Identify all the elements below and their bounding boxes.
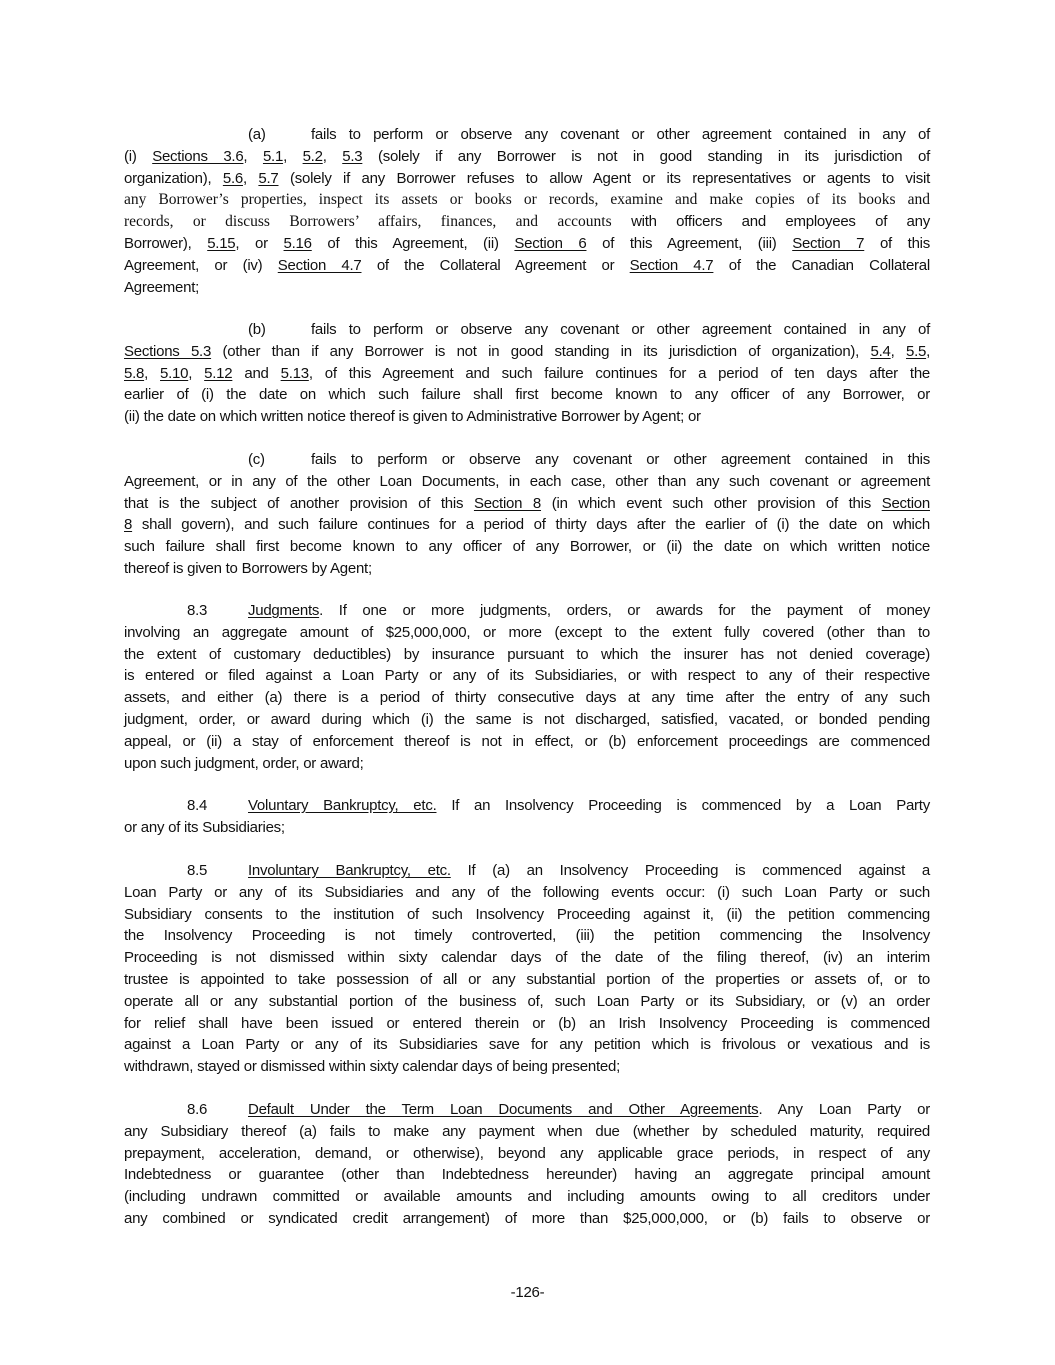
text-line bbox=[124, 969, 930, 991]
section-number: 8.6 bbox=[187, 1101, 208, 1118]
text-line bbox=[124, 363, 930, 385]
text-segment: , bbox=[283, 147, 303, 165]
first-line-body bbox=[311, 124, 930, 146]
text-segment: of the Collateral Agreement or bbox=[361, 256, 630, 274]
first-line-body bbox=[248, 860, 930, 882]
text-line bbox=[124, 817, 930, 839]
text-segment: (ii) the date on which written notice thereof is given to Administrative Borrower by Agent; or bbox=[124, 408, 701, 426]
section-8-3 bbox=[124, 600, 930, 774]
section-8-6 bbox=[124, 1099, 930, 1230]
text-segment: If (a) an Insolvency Proceeding is commenced against a bbox=[450, 862, 930, 879]
text-segment: involving an aggregate amount of $25,000,000, or more (except to the extent fully covered (other than to bbox=[124, 623, 930, 641]
text-segment: Indebtedness or guarantee (other than Indebtedness hereunder) having an aggregate principal amount bbox=[124, 1166, 930, 1184]
text-segment: Borrower), bbox=[124, 234, 208, 252]
text-segment: judgment, order, or award during which (i) the same is not discharged, satisfied, vacated, or bonded pending bbox=[124, 710, 930, 728]
text-line bbox=[124, 709, 930, 731]
first-line-body bbox=[248, 600, 930, 622]
text-line bbox=[124, 925, 930, 947]
first-line-body bbox=[248, 1099, 930, 1121]
text-segment: or any of its Subsidiaries; bbox=[124, 818, 285, 836]
first-line-body bbox=[248, 795, 930, 817]
text-line bbox=[124, 795, 930, 817]
text-line bbox=[124, 277, 930, 299]
text-segment: appeal, or (ii) a stay of enforcement thereof is not in effect, or (b) enforcement proceedings are commenced bbox=[124, 732, 930, 750]
text-segment: , bbox=[243, 147, 263, 165]
cross-reference: Sections 3.6 bbox=[152, 147, 244, 165]
text-segment: , or bbox=[235, 234, 284, 252]
cross-reference: Section bbox=[881, 494, 930, 512]
text-line bbox=[124, 947, 930, 969]
text-segment: of this bbox=[864, 234, 930, 252]
text-line bbox=[124, 991, 930, 1013]
text-segment: (including undrawn committed or available amounts and including amounts owing to all creditors under bbox=[124, 1188, 930, 1206]
text-line bbox=[124, 1013, 930, 1035]
text-segment: , bbox=[926, 342, 931, 360]
text-line bbox=[124, 255, 930, 277]
text-segment: any Subsidiary thereof (a) fails to make any payment when due (whether by scheduled maturity, required bbox=[124, 1122, 930, 1140]
text-segment: the Insolvency Proceeding is not timely controverted, (iii) the petition commencing the Insolvency bbox=[124, 927, 930, 945]
text-segment: fails to perform or observe any covenant or other agreement contained in this bbox=[311, 451, 930, 468]
clause-a bbox=[124, 124, 930, 298]
text-segment: that is the subject of another provision of this bbox=[124, 494, 474, 512]
text-segment: , bbox=[890, 342, 906, 360]
text-line bbox=[124, 384, 930, 406]
text-line bbox=[124, 1143, 930, 1165]
text-segment: , bbox=[322, 147, 343, 165]
text-line bbox=[124, 319, 930, 341]
section-heading: Involuntary Bankruptcy, etc. bbox=[248, 862, 451, 879]
cross-reference: 5.16 bbox=[283, 234, 312, 252]
cross-reference: 5.10 bbox=[160, 364, 189, 382]
text-segment: upon such judgment, order, or award; bbox=[124, 754, 364, 772]
cross-reference: 5.3 bbox=[342, 147, 363, 165]
clause-label: (a) bbox=[248, 126, 266, 143]
text-line bbox=[124, 536, 930, 558]
section-number: 8.4 bbox=[187, 797, 208, 814]
text-segment: for relief shall have been issued or entered therein or (b) an Irish Insolvency Proceeding is commenced bbox=[124, 1014, 930, 1032]
cross-reference: Sections 5.3 bbox=[124, 342, 212, 360]
text-segment: thereof is given to Borrowers by Agent; bbox=[124, 559, 372, 577]
cross-reference: 5.7 bbox=[258, 169, 279, 187]
page-number: -126- bbox=[510, 1284, 545, 1301]
text-line bbox=[124, 168, 930, 190]
text-segment: any combined or syndicated credit arrangement) of more than $25,000,000, or (b) fails to observe or bbox=[124, 1209, 930, 1227]
text-line bbox=[124, 189, 930, 211]
cross-reference: Section 8 bbox=[473, 494, 542, 512]
text-line bbox=[124, 753, 930, 775]
cross-reference: 5.12 bbox=[204, 364, 233, 382]
text-segment: such failure shall first become known to any officer of any Borrower, or (ii) the date on which written notice bbox=[124, 538, 930, 556]
text-segment: of the Canadian Collateral bbox=[713, 256, 930, 274]
text-line bbox=[124, 211, 930, 233]
text-line bbox=[124, 1208, 930, 1230]
cross-reference: 5.1 bbox=[262, 147, 284, 165]
cross-reference: Section 4.7 bbox=[277, 256, 362, 274]
text-line bbox=[124, 882, 930, 904]
text-segment: If an Insolvency Proceeding is commenced by a Loan Party bbox=[436, 797, 930, 814]
text-segment: and bbox=[232, 364, 281, 382]
text-segment: of this Agreement, (iii) bbox=[586, 234, 793, 252]
text-segment: fails to perform or observe any covenant or other agreement contained in any of bbox=[311, 126, 930, 143]
text-line bbox=[124, 124, 930, 146]
section-8-5 bbox=[124, 860, 930, 1078]
text-line bbox=[124, 644, 930, 666]
text-segment: records, or discuss Borrowers’ affairs, finances, and accounts bbox=[124, 213, 612, 231]
text-segment: prepayment, acceleration, demand, or otherwise), beyond any applicable grace periods, in respect of any bbox=[124, 1144, 930, 1162]
cross-reference: 5.5 bbox=[905, 342, 927, 360]
text-line bbox=[124, 449, 930, 471]
text-segment: (other than if any Borrower is not in good standing in its jurisdiction of organization), bbox=[211, 342, 871, 360]
text-line bbox=[124, 1164, 930, 1186]
text-line bbox=[124, 1099, 930, 1121]
cross-reference: 5.13 bbox=[280, 364, 309, 382]
text-segment: (i) bbox=[124, 147, 153, 165]
text-segment: , bbox=[144, 364, 161, 382]
text-line bbox=[124, 1186, 930, 1208]
section-number: 8.5 bbox=[187, 862, 208, 879]
section-heading: Default Under the Term Loan Documents and Other Agreements bbox=[248, 1101, 759, 1118]
text-segment: is entered or filed against a Loan Party or any of its Subsidiaries, or with respect to any of their respective bbox=[124, 667, 930, 685]
text-segment: , bbox=[242, 169, 259, 187]
text-line bbox=[124, 687, 930, 709]
text-segment: . Any Loan Party or bbox=[758, 1101, 930, 1118]
text-line bbox=[124, 493, 930, 515]
text-line bbox=[124, 860, 930, 882]
section-heading: Judgments bbox=[248, 602, 320, 619]
text-segment: shall govern), and such failure continues for a period of thirty days after the earlier of (i) the date on which bbox=[132, 516, 930, 534]
cross-reference: Section 6 bbox=[514, 234, 587, 252]
text-line bbox=[124, 600, 930, 622]
text-line bbox=[124, 665, 930, 687]
text-line bbox=[124, 514, 930, 536]
cross-reference: Section 7 bbox=[792, 234, 865, 252]
text-line bbox=[124, 904, 930, 926]
cross-reference: 8 bbox=[124, 516, 133, 534]
text-segment: fails to perform or observe any covenant or other agreement contained in any of bbox=[311, 321, 930, 338]
first-line-body bbox=[311, 449, 930, 471]
text-segment: Proceeding is not dismissed within sixty calendar days of the date of the filing thereof, (iv) an interim bbox=[124, 949, 930, 967]
clause-label: (b) bbox=[248, 321, 266, 338]
text-segment: trustee is appointed to take possession of all or any substantial portion of the properties or assets of, or to bbox=[124, 970, 930, 988]
clause-c bbox=[124, 449, 930, 580]
text-line bbox=[124, 406, 930, 428]
text-line bbox=[124, 1034, 930, 1056]
section-heading: Voluntary Bankruptcy, etc. bbox=[248, 797, 437, 814]
cross-reference: 5.2 bbox=[302, 147, 323, 165]
text-line bbox=[124, 1056, 930, 1078]
first-line-body bbox=[311, 319, 930, 341]
section-8-4 bbox=[124, 795, 930, 839]
section-number: 8.3 bbox=[187, 602, 208, 619]
text-segment: operate all or any substantial portion of the business of, such Loan Party or its Subsidiary, or (v) an order bbox=[124, 992, 930, 1010]
cross-reference: Section 4.7 bbox=[629, 256, 714, 274]
text-segment: Agreement; bbox=[124, 278, 200, 296]
text-segment: (in which event such other provision of this bbox=[541, 494, 882, 512]
text-segment: (solely if any Borrower refuses to allow Agent or its representatives or agents to visit bbox=[278, 169, 930, 187]
text-line bbox=[124, 1121, 930, 1143]
cross-reference: 5.6 bbox=[222, 169, 243, 187]
text-segment: Loan Party or any of its Subsidiaries and any of the following events occur: (i) such Loan Party or such bbox=[124, 883, 930, 901]
text-line bbox=[124, 731, 930, 753]
text-line bbox=[124, 341, 930, 363]
text-line bbox=[124, 622, 930, 644]
clause-b bbox=[124, 319, 930, 428]
text-segment: earlier of (i) the date on which such failure shall first become known to any officer of any Borrower, or bbox=[124, 386, 930, 404]
text-segment: with officers and employees of any bbox=[611, 213, 930, 231]
cross-reference: 5.8 bbox=[124, 364, 145, 382]
text-segment: Subsidiary consents to the institution of such Insolvency Proceeding against it, (ii) the petition commencing bbox=[124, 905, 930, 923]
text-segment: of this Agreement, (ii) bbox=[311, 234, 515, 252]
text-segment: assets, and either (a) there is a period of thirty consecutive days at any time after the entry of any such bbox=[124, 689, 930, 707]
text-segment: organization), bbox=[124, 169, 223, 187]
cross-reference: 5.4 bbox=[870, 342, 891, 360]
text-line bbox=[124, 558, 930, 580]
text-line bbox=[124, 146, 930, 168]
text-segment: the extent of customary deductibles) by insurance pursuant to which the insurer has not denied coverage) bbox=[124, 645, 930, 663]
text-segment: withdrawn, stayed or dismissed within sixty calendar days of being presented; bbox=[124, 1058, 621, 1076]
text-line bbox=[124, 471, 930, 493]
text-segment: , of this Agreement and such failure continues for a period of ten days after the bbox=[308, 364, 931, 382]
text-segment: any Borrower’s properties, inspect its assets or books or records, examine and make copies of its books and bbox=[124, 191, 930, 209]
text-segment: , bbox=[188, 364, 205, 382]
clause-label: (c) bbox=[248, 451, 265, 468]
text-line bbox=[124, 233, 930, 255]
cross-reference: 5.15 bbox=[207, 234, 236, 252]
text-segment: Agreement, or in any of the other Loan Documents, in each case, other than any such covenant or agreement bbox=[124, 472, 930, 490]
text-segment: . If one or more judgments, orders, or awards for the payment of money bbox=[319, 602, 930, 619]
text-segment: Agreement, or (iv) bbox=[124, 256, 278, 274]
text-segment: against a Loan Party or any of its Subsidiaries save for any petition which is frivolous or vexatious and is bbox=[124, 1036, 930, 1054]
text-segment: (solely if any Borrower is not in good standing in its jurisdiction of bbox=[362, 147, 931, 165]
